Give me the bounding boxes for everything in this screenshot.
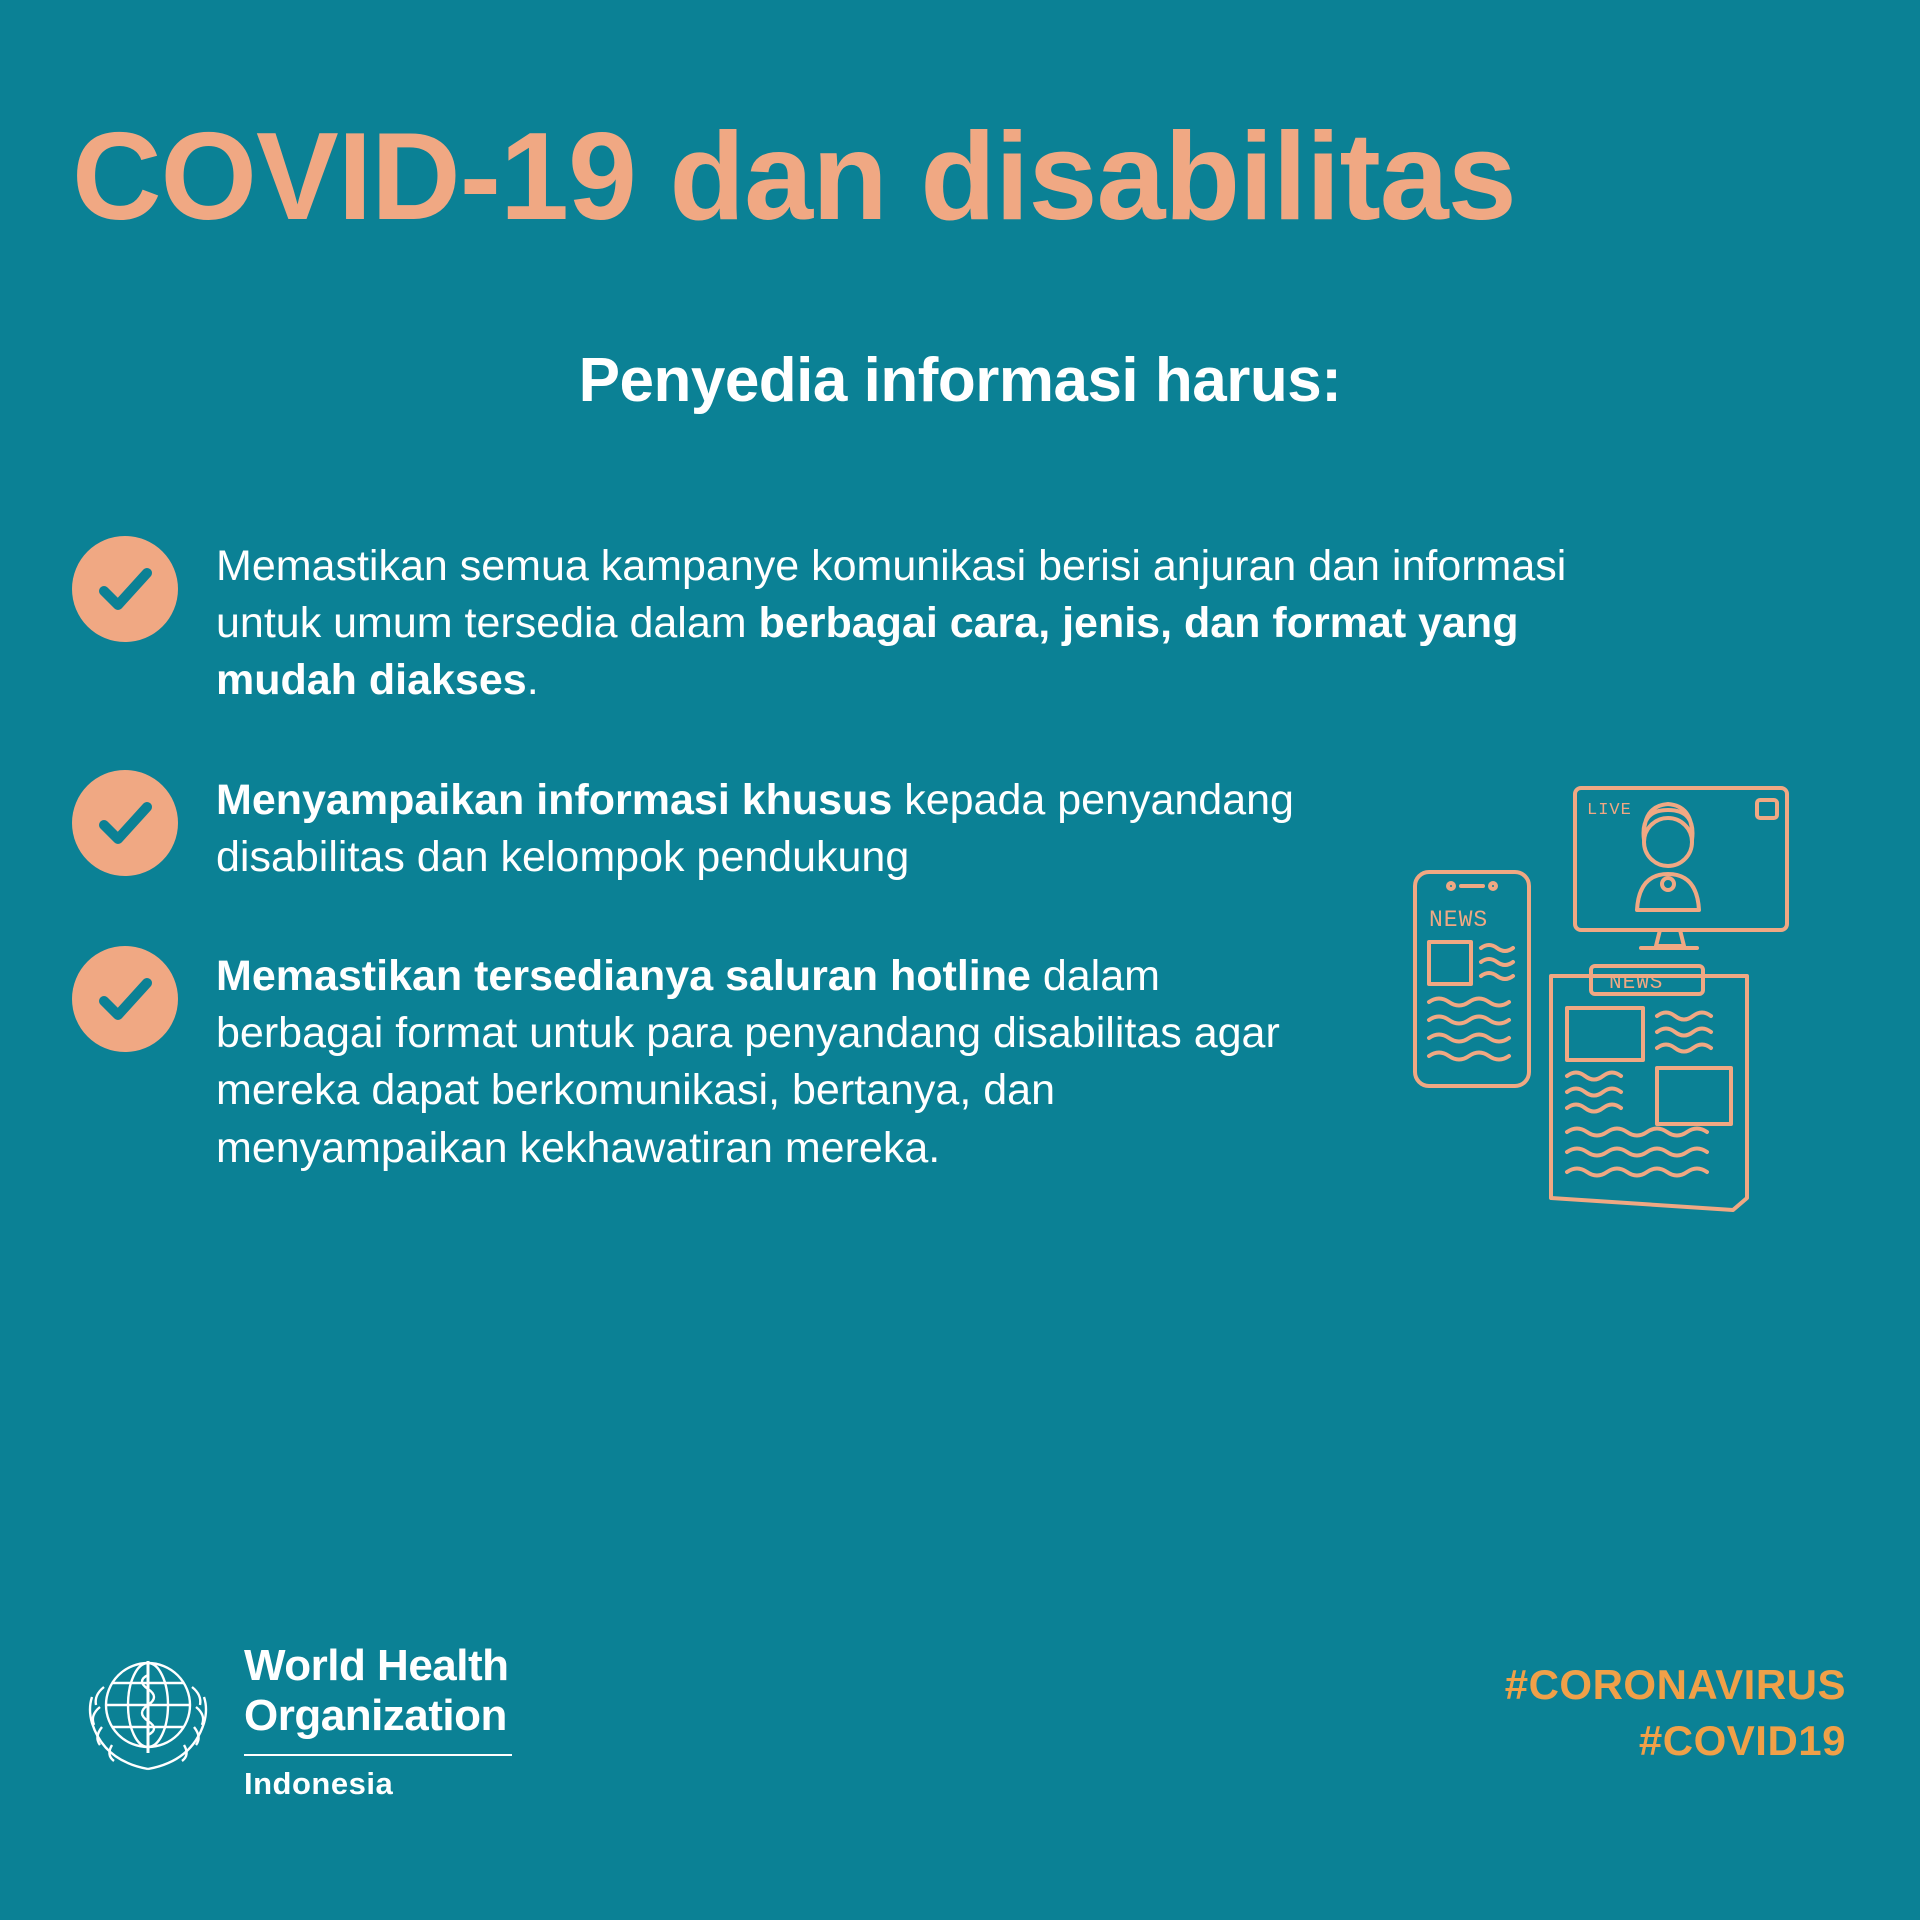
hashtags xyxy=(1505,1657,1846,1770)
point-2-part-2: kepada penyandang disabilitas dan kelompok pendukung xyxy=(216,775,1294,881)
subtitle: Penyedia informasi harus: xyxy=(578,346,1342,415)
point-1-part-1: Memastikan semua kampanye komunikasi berisi anjuran dan informasi untuk umum tersedia dalam xyxy=(216,542,1567,648)
point-3-part-1: Memastikan tersedianya saluran hotline xyxy=(216,951,1031,1000)
point-1-part-3: . xyxy=(526,656,539,705)
list-item xyxy=(72,764,1632,886)
list-item-text xyxy=(216,940,1296,1177)
hashtag-covid19: #COVID19 xyxy=(1638,1717,1846,1765)
svg-text:NEWS: NEWS xyxy=(1609,972,1664,995)
check-icon xyxy=(72,946,178,1052)
divider xyxy=(244,1754,512,1756)
check-icon xyxy=(72,770,178,876)
point-3-part-2: dalam berbagai format untuk para penyandang disabilitas agar mereka dapat berkomunikasi, bertanya, dan menyampaikan kekhawatiran mereka. xyxy=(216,951,1280,1172)
hashtag-coronavirus: #CORONAVIRUS xyxy=(1504,1660,1846,1708)
media-channels-illustration xyxy=(1405,780,1835,1230)
page-title: COVID-19 dan disabilitas xyxy=(72,108,1516,246)
who-line-2: Organization xyxy=(244,1690,507,1740)
check-icon xyxy=(72,536,178,642)
who-emblem-icon xyxy=(74,1635,222,1783)
who-line-1: World Health xyxy=(244,1641,509,1691)
list-item xyxy=(72,940,1632,1177)
who-logo xyxy=(74,1635,512,1802)
points-list xyxy=(72,530,1632,1231)
who-wordmark xyxy=(244,1635,512,1802)
svg-text:NEWS: NEWS xyxy=(1429,907,1489,933)
point-2-part-1: Menyampaikan informasi khusus xyxy=(216,775,893,824)
svg-text:LIVE: LIVE xyxy=(1587,801,1632,820)
who-country: Indonesia xyxy=(244,1766,394,1801)
point-1-part-2: berbagai cara, jenis, dan format yang mudah diakses xyxy=(216,599,1519,705)
list-item-text xyxy=(216,530,1586,710)
list-item xyxy=(72,530,1632,710)
list-item-text xyxy=(216,764,1296,886)
